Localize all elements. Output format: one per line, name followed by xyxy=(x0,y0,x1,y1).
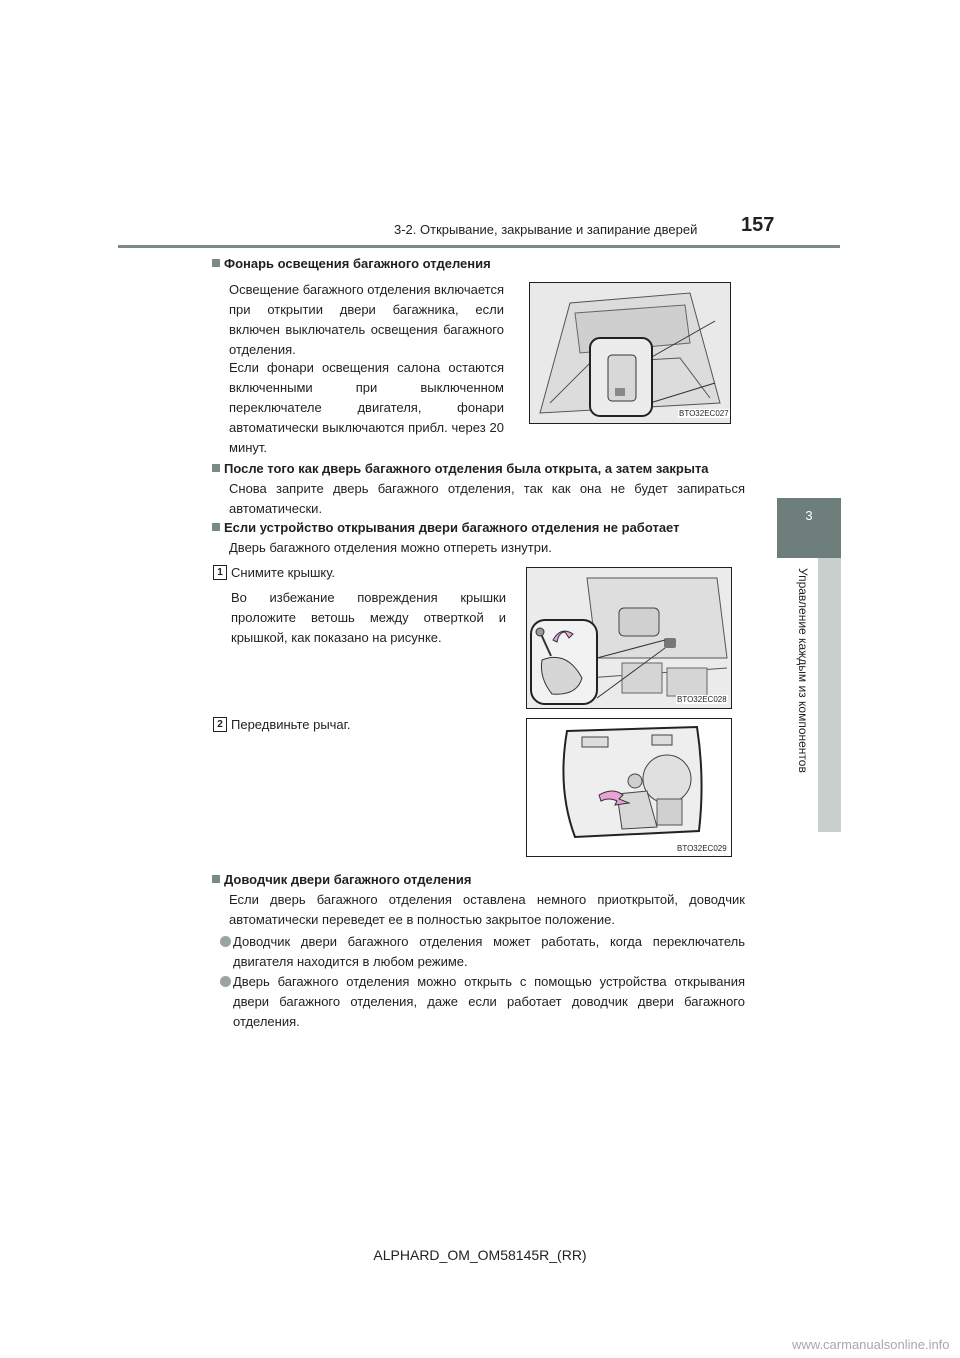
square-bullet-icon xyxy=(212,464,220,472)
figure-code-028: BTO32EC028 xyxy=(677,695,727,704)
watermark: www.carmanualsonline.info xyxy=(792,1337,950,1352)
figure-luggage-lamp xyxy=(529,282,731,424)
header-rule xyxy=(118,245,840,248)
lamp-paragraph-1: Освещение багажного отделения включается при открытии двери багажника, если включен выключатель освещения багажного отделения. xyxy=(229,282,504,357)
figure-move-lever xyxy=(526,718,732,857)
figure-code-029: BTO32EC029 xyxy=(677,844,727,853)
round-bullet-icon xyxy=(220,936,231,947)
heading-closer: Доводчик двери багажного отделения xyxy=(212,872,471,887)
remove-cover-illustration xyxy=(527,568,731,708)
heading-after-close: После того как дверь багажного отделения была открыта, а затем закрыта xyxy=(212,461,709,476)
square-bullet-icon xyxy=(212,259,220,267)
lamp-paragraph-2: Если фонари освещения салона остаются включенными при выключенном переключателе двигателя, фонари автоматически выключаются прибл. через 20 минут. xyxy=(229,360,504,455)
section-header-title: 3-2. Открывание, закрывание и запирание дверей xyxy=(394,222,698,237)
closer-paragraph: Если дверь багажного отделения оставлена немного приоткрытой, доводчик автоматически переведет ее в полностью закрытое положение. xyxy=(229,892,745,927)
heading-opener: Если устройство открывания двери багажного отделения не работает xyxy=(212,520,679,535)
step-2-text: Передвиньте рычаг. xyxy=(231,717,351,732)
step-1-text: Снимите крышку. xyxy=(231,565,336,580)
closer-bullet-2: Дверь багажного отделения можно открыть с помощью устройства открывания двери багажного отделения, даже если работает доводчик двери багажного отделения. xyxy=(220,972,745,1032)
move-lever-illustration xyxy=(527,719,731,856)
after-close-paragraph: Снова заприте дверь багажного отделения, так как она не будет запираться автоматически. xyxy=(229,481,745,516)
figure-code-027: BTO32EC027 xyxy=(679,409,729,418)
square-bullet-icon xyxy=(212,523,220,531)
opener-paragraph: Дверь багажного отделения можно отпереть изнутри. xyxy=(229,540,552,555)
chapter-title: Управление каждым из компонентов xyxy=(796,568,810,773)
step-number-2: 2 xyxy=(213,717,227,732)
round-bullet-icon xyxy=(220,976,231,987)
chapter-number: 3 xyxy=(805,508,813,523)
page-number: 157 xyxy=(741,214,775,236)
heading-lamp: Фонарь освещения багажного отделения xyxy=(212,256,491,271)
manual-code-footer: ALPHARD_OM_OM58145R_(RR) xyxy=(373,1247,587,1263)
square-bullet-icon xyxy=(212,875,220,883)
luggage-lamp-illustration xyxy=(530,283,730,423)
closer-bullet-1: Доводчик двери багажного отделения может работать, когда переключатель двигателя находится в любом режиме. xyxy=(220,932,745,972)
chapter-side-bar xyxy=(818,558,841,832)
figure-remove-cover xyxy=(526,567,732,709)
step-number-1: 1 xyxy=(213,565,227,580)
chapter-tab xyxy=(777,498,841,558)
step-1-note: Во избежание повреждения крышки проложите ветошь между отверткой и крышкой, как показано на рисунке. xyxy=(231,590,506,645)
